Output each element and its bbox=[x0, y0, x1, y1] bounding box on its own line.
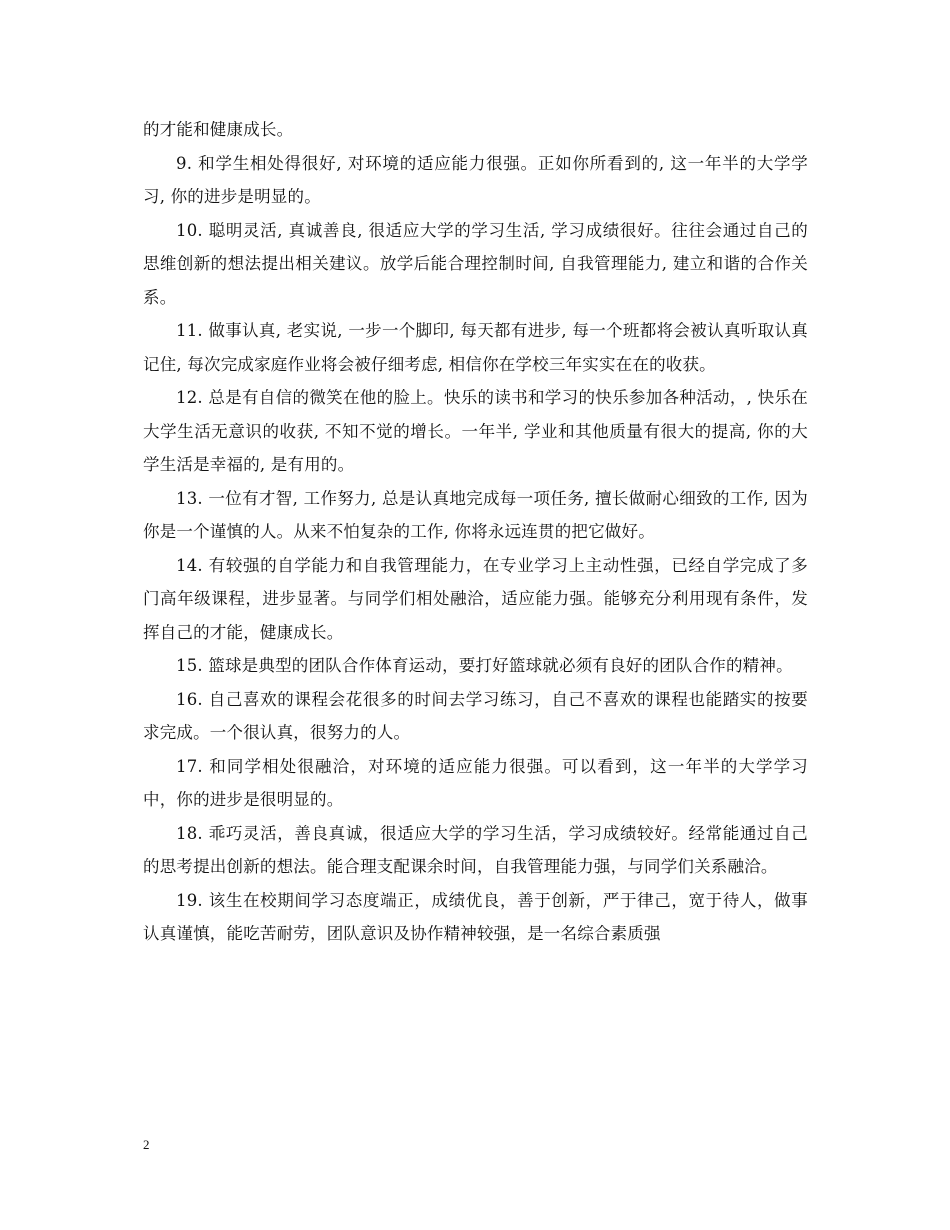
paragraph: 11. 做事认真, 老实说, 一步一个脚印, 每天都有进步, 每一个班都将会被认真听取认真记住, 每次完成家庭作业将会被仔细考虑, 相信你在学校三年实实在在的收获。 bbox=[143, 321, 808, 374]
paragraph: 19. 该生在校期间学习态度端正，成绩优良，善于创新，严于律己，宽于待人，做事认真谨慎，能吃苦耐劳，团队意识及协作精神较强，是一名综合素质强 bbox=[143, 890, 808, 943]
paragraph: 10. 聪明灵活, 真诚善良, 很适应大学的学习生活, 学习成绩很好。往往会通过自己的思维创新的想法提出相关建议。放学后能合理控制时间, 自我管理能力, 建立和谐的合作关系。 bbox=[143, 220, 808, 307]
page-number: 2 bbox=[143, 1137, 150, 1152]
paragraph: 9. 和学生相处得很好, 对环境的适应能力很强。正如你所看到的, 这一年半的大学学习, 你的进步是明显的。 bbox=[143, 153, 808, 206]
paragraph: 18. 乖巧灵活，善良真诚，很适应大学的学习生活，学习成绩较好。经常能通过自己的思考提出创新的想法。能合理支配课余时间，自我管理能力强，与同学们关系融洽。 bbox=[143, 823, 808, 876]
paragraph: 13. 一位有才智, 工作努力, 总是认真地完成每一项任务, 擅长做耐心细致的工作, 因为你是一个谨慎的人。从来不怕复杂的工作, 你将永远连贯的把它做好。 bbox=[143, 488, 808, 541]
paragraph: 15. 篮球是典型的团队合作体育运动，要打好篮球就必须有良好的团队合作的精神。 bbox=[176, 656, 793, 675]
paragraph: 14. 有较强的自学能力和自我管理能力，在专业学习上主动性强，已经自学完成了多门高年级课程，进步显著。与同学们相处融洽，适应能力强。能够充分利用现有条件，发挥自己的才能，健康成长。 bbox=[143, 555, 808, 642]
document-body bbox=[143, 113, 808, 951]
paragraph: 的才能和健康成长。 bbox=[143, 120, 294, 139]
paragraph: 12. 总是有自信的微笑在他的脸上。快乐的读书和学习的快乐参加各种活动，, 快乐在大学生活无意识的收获, 不知不觉的增长。一年半, 学业和其他质量有很大的提高, 你的大学生活是幸福的, 是有用的。 bbox=[143, 388, 808, 474]
paragraph: 16. 自己喜欢的课程会花很多的时间去学习练习，自己不喜欢的课程也能踏实的按要求完成。一个很认真，很努力的人。 bbox=[143, 689, 808, 742]
paragraph: 17. 和同学相处很融洽，对环境的适应能力很强。可以看到，这一年半的大学学习中，你的进步是很明显的。 bbox=[143, 756, 808, 809]
